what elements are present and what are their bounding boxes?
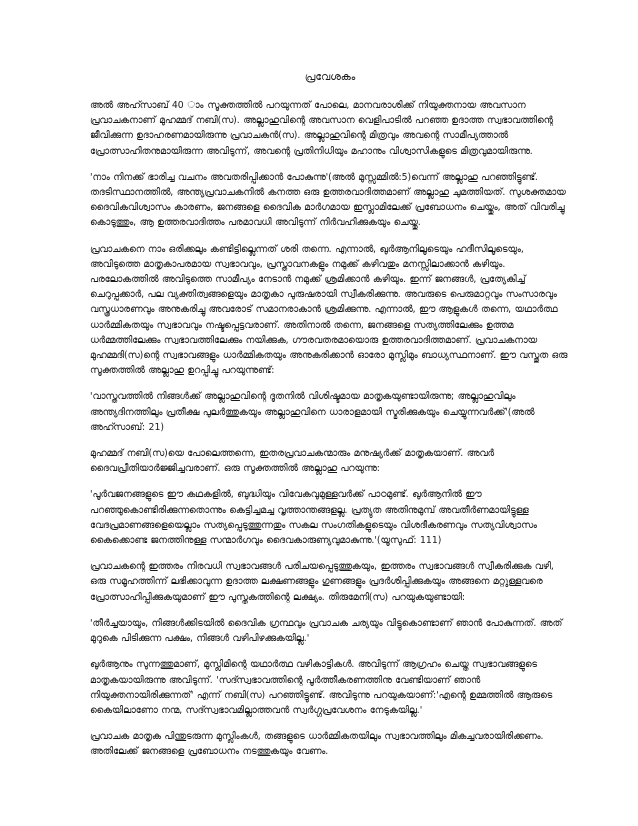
quote-paragraph: 'പൂർവജനങ്ങളുടെ ഈ കഥകളിൽ, ബുദ്ധിയും വിവേകവുമുള്ളവർക്ക് പാഠമുണ്ട്. ഖുർആനിൽ ഈ പറഞ്ഞുകൊണ്ടിരിക്കുന്നതൊന്നും കെട്ടിച്ചമച്ച വൃത്താന്തങ്ങളല്ല. പ്രത്യുത അതിനുമുമ്പ് അവതീർണമായിട്ടുള്ള വേദപ്രമാണങ്ങളെയെല്ലാം സത്യപ്പെടുത്തുന്നതും സകല സംഗതികളുടെയും വിശദീകരണവും സത്യവിശ്വാസം കൈക്കൊണ്ട ജനത്തിനുള്ള സന്മാർഗവും ദൈവകാരുണ്യവുമാകുന്നു.'(യൂസുഫ്: 111) [90, 489, 537, 547]
quote-paragraph: 'തീർച്ചയായും, നിങ്ങൾക്കിടയിൽ ദൈവിക ഗ്രന്ഥവും പ്രവാചക ചര്യയും വിട്ടുകൊണ്ടാണ് ഞാൻ പോകുന്നത്. അത് മുറുകെ പിടിക്കുന്ന പക്ഷം, നിങ്ങൾ വഴിപിഴക്കുകയില്ല.' [90, 617, 563, 645]
paragraph: ഖുർആനും സുന്നത്തുമാണ്, മുസ്ലിമിന്റെ യഥാർത്ഥ വഴികാട്ടികൾ. അവിടുന്ന് ആഗ്രഹം ചെയ്ത സ്വഭാവങ്ങളുടെ മാതൃകയായിരുന്നു അവിടുന്ന്. 'സദ്സ്വഭാവത്തിന്റെ പൂർത്തീകരണത്തിനു വേണ്ടിയാണ് ഞാൻ നിയുക്തനായിരിക്കുന്നത്' എന്ന് നബി(സ) പറഞ്ഞിട്ടുണ്ട്. അവിടുന്നു പറയുകയാണ്:'എന്റെ ഉമ്മത്തിൽ ആരുടെ കൈയിലാണോ നന്മ, സദ്സ്വഭാവമില്ലാത്തവൻ സ്വർഗ്ഗപ്രവേശനം നേടുകയില്ല.' [90, 659, 553, 716]
paragraph: പ്രവാചക മാതൃക പിന്തുടരുന്ന മുസ്ലിംകൾ, തങ്ങളുടെ ധാർമ്മികതയിലും സ്വഭാവത്തിലും മികച്ചവരായിരിക്കണം. അതിലേക്ക് ജനങ്ങളെ പ്രബോധനം നടത്തുകയും വേണം. [90, 731, 544, 758]
paragraph: മുഹമ്മദ് നബി(സ)യെ പോലെത്തന്നെ, ഇതരപ്രവാചകന്മാരും മനുഷ്യർക്ക് മാതൃകയാണ്. അവർ ദൈവപ്രീതിയാർജ്ജിച്ചവരാണ്. ഒരു സൂക്തത്തിൽ അല്ലാഹു പറയുന്നു: [90, 448, 495, 475]
document-title: പ്രവേശകം [304, 71, 356, 83]
paragraph: പ്രവാചകന്റെ ഇത്തരം നിരവധി സ്വഭാവങ്ങൾ പരിചയപ്പെടുത്തുകയും, ഇത്തരം സ്വഭാവങ്ങൾ സ്വീകരിക്കുക വഴി, ഒരു സമൂഹത്തിന്ന് ലഭിക്കാവുന്ന ഉദാത്ത ലക്ഷണങ്ങളും ഗുണങ്ങളും പ്രദർശിപ്പിക്കുകയും അങ്ങനെ മറ്റുള്ളവരെ പ്രോത്സാഹിപ്പിക്കുകയുമാണ് ഈ പുസ്തകത്തിന്റെ ലക്ഷ്യം. തിരുമേനി(സ) പറയുകയുണ്ടായി: [90, 561, 554, 603]
paragraph: അൽ അഹ്സാബ് 40 ാം സൂക്തത്തിൽ പറയുന്നത് പോലെ, മാനവരാശിക്ക് നിയുക്തനായ അവസാന പ്രവാചകനാണ് മുഹമ്മദ് നബി(സ). അല്ലാഹുവിന്റെ അവസാന വെളിപാടിൽ പറഞ്ഞ ഉദാത്ത സ്വഭാവത്തിന്റെ ജീവിക്കുന്ന ഉദാഹരണമായിരുന്നു പ്രവാചകൻ(സ). അല്ലാഹുവിന്റെ മിത്രവും അവന്റെ സാമീപ്യത്താൽ പ്രോത്സാഹിതനുമായിരുന്ന അവിടുന്ന്, അവന്റെ പ്രതിനിധിയും മഹാനും വിശ്വാസികളുടെ മിത്രവുമായിരുന്നു. [90, 100, 553, 157]
paragraph: പ്രവാചകനെ നാം ഒരിക്കലും കണ്ടിട്ടില്ലെന്നത് ശരി തന്നെ. എന്നാൽ, ഖുർആനിലൂടെയും ഹദീസിലൂടെയും, അവിടുത്തെ മാതൃകാപരമായ സ്വഭാവവും, പ്രസ്താവനകളും നമുക്ക് കഴിവതും മനസ്സിലാക്കാൻ കഴിയും. പരലോകത്തിൽ അവിടുത്തെ സാമീപ്യം നേടാൻ നമുക്ക് ശ്രമിക്കാൻ കഴിയും. ഇന്ന് ജനങ്ങൾ, പ്രത്യേകിച്ച് ചെറുപ്പക്കാർ, പല വ്യക്തിത്വങ്ങളെയും മാതൃകാ പുരുഷരായി സ്വീകരിക്കുന്നു. അവരുടെ പെരുമാറ്റവും സംസാരവും വസ്ത്രധാരണവും അനുകരിച്ചു അവരോട് സമാനരാകാൻ ശ്രമിക്കുന്നു. എന്നാൽ, ഈ ആളുകൾ തന്നെ, യഥാർത്ഥ ധാർമ്മികതയും സ്വഭാവവും നഷ്ടപ്പെട്ടവരാണ്. അതിനാൽ തന്നെ, ജനങ്ങളെ സത്യത്തിലേക്കും ഉത്തമ ധർമ്മത്തിലേക്കും സ്വഭാവത്തിലേക്കും നയിക്കുക, ഗൗരവതരമായൊരു ഉത്തരവാദിത്തമാണ്. പ്രവാചകനായ മുഹമ്മദി(സ)ന്റെ സ്വഭാവങ്ങളും ധാർമ്മികതയും അനുകരിക്കാൻ ഓരോ മുസ്ലിമും ബാധ്യസ്ഥനാണ്. ഈ വസ്തുത ഒരു സൂക്തത്തിൽ അല്ലാഹു ഉറപ്പിച്ചു പറയുന്നുണ്ട്: [90, 243, 568, 377]
paragraph: 'നാം നിനക്ക് ഭാരിച്ച വചനം അവതരിപ്പിക്കാൻ പോകുന്നു'(അൽ മുസ്സമ്മിൽ:5)വെന്ന് അല്ലാഹു പറഞ്ഞിട്ടുണ്ട്. തദടിസ്ഥാനത്തിൽ, അന്ത്യപ്രവാചകനിൽ കനത്ത ഒരു ഉത്തരവാദിത്തമാണ് അല്ലാഹു ചുമത്തിയത്. സുശക്തമായ ദൈവികവിശ്വാസം കാരണം, ജനങ്ങളെ ദൈവിക മാർഗമായ ഇസ്ലാമിലേക്ക് പ്രബോധനം ചെയ്തും, അത് വിവരിച്ചു കൊടുത്തും, ആ ഉത്തരവാദിത്തം പരമാവധി അവിടുന്ന് നിർവഹിക്കുകയും ചെയ്തു. [90, 171, 566, 229]
quote-paragraph: 'വാസ്തവത്തിൽ നിങ്ങൾക്ക് അല്ലാഹുവിന്റെ ദൂതനിൽ വിശിഷ്ടമായ മാതൃകയുണ്ടായിരുന്നു; അല്ലാഹുവിലും അന്ത്യദിനത്തിലും പ്രതീക്ഷ പുലർത്തുകയും അല്ലാഹുവിനെ ധാരാളമായി സ്മരിക്കുകയും ചെയ്യുന്നവർക്ക്'(അൽ അഹ്സാബ്: 21) [90, 391, 535, 433]
